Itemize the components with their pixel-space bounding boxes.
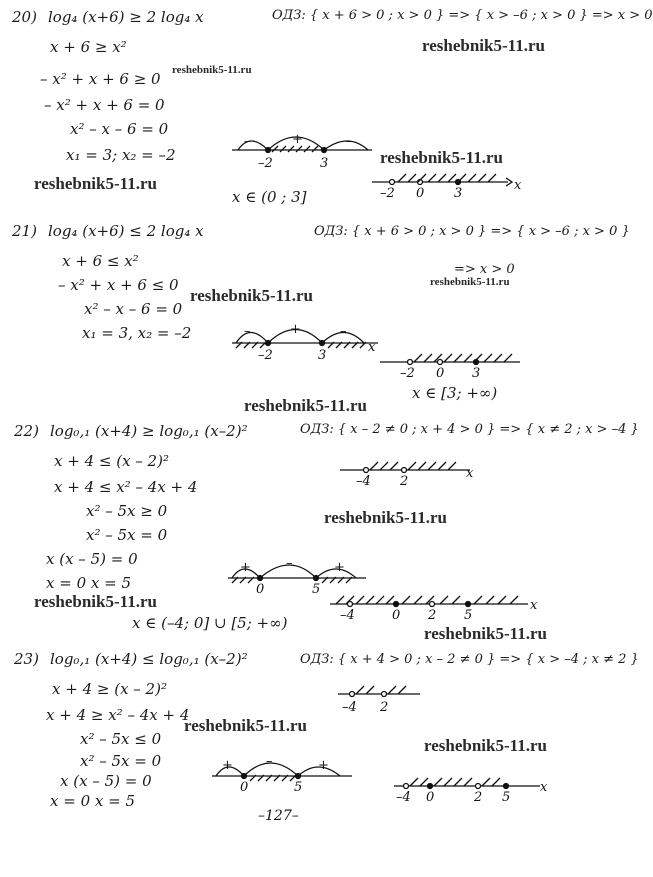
- signs-22-1: +: [240, 560, 251, 575]
- tick-23a-2: 5: [294, 780, 303, 795]
- problem-22-line-4: x² – 5x = 0: [86, 526, 168, 544]
- problem-21-line-1: x + 6 ≤ x²: [62, 252, 139, 270]
- watermark: reshebnik5-11.ru: [422, 36, 545, 55]
- signs-23-2: –: [266, 754, 273, 769]
- problem-23-line-6: x = 0 x = 5: [50, 792, 135, 810]
- tick-22b-3: 2: [428, 608, 437, 623]
- watermark: reshebnik5-11.ru: [244, 396, 367, 415]
- number-line-20b: [372, 174, 512, 186]
- number-line-23-odz: [338, 686, 420, 697]
- tick-22-odz-3: x: [466, 466, 474, 481]
- watermark: reshebnik5-11.ru: [430, 276, 510, 288]
- problem-22-header: 22): [14, 422, 39, 440]
- tick-23b-5: x: [540, 780, 548, 795]
- problem-23-line-4: x² – 5x = 0: [80, 752, 162, 770]
- watermark: reshebnik5-11.ru: [172, 64, 252, 76]
- tick-22b-1: –4: [340, 608, 355, 623]
- problem-22-line-5: x (x – 5) = 0: [46, 550, 138, 568]
- signs-21-3: –: [340, 324, 347, 339]
- problem-21-odz-result: => x > 0: [454, 262, 515, 277]
- tick-21b-3: 3: [472, 366, 481, 381]
- tick-23a-1: 0: [240, 780, 249, 795]
- problem-20-line-1: x + 6 ≥ x²: [50, 38, 127, 56]
- problem-23-line-3: x² – 5x ≤ 0: [80, 730, 162, 748]
- number-line-22b: [330, 596, 528, 607]
- watermark: reshebnik5-11.ru: [184, 716, 307, 735]
- number-line-23a: [212, 763, 352, 781]
- tick-21b-2: 0: [436, 366, 445, 381]
- problem-20-answer: x ∈ (0 ; 3]: [232, 188, 307, 206]
- problem-23-line-2: x + 4 ≥ x² – 4x + 4: [46, 706, 190, 724]
- signs-22-3: +: [334, 560, 345, 575]
- problem-23-line-5: x (x – 5) = 0: [60, 772, 152, 790]
- number-line-23b: [394, 778, 540, 789]
- tick-22b-4: 5: [464, 608, 473, 623]
- problem-21-line-2: – x² + x + 6 ≤ 0: [58, 276, 179, 294]
- problem-20-header: 20): [12, 8, 37, 26]
- tick-20b-1: –2: [380, 186, 395, 201]
- problem-23-odz: ОДЗ: { x + 4 > 0 ; x – 2 ≠ 0 } => { x > –4 ; x ≠ 2 }: [300, 652, 639, 667]
- tick-21a-3: x: [368, 340, 376, 355]
- tick-22a-1: 0: [256, 582, 265, 597]
- problem-20-line-3: – x² + x + 6 = 0: [44, 96, 165, 114]
- watermark: reshebnik5-11.ru: [380, 148, 503, 167]
- tick-23b-1: –4: [396, 790, 411, 805]
- problem-22-odz: ОДЗ: { x – 2 ≠ 0 ; x + 4 > 0 } => { x ≠ 2 ; x > –4 }: [300, 422, 639, 437]
- tick-22b-2: 0: [392, 608, 401, 623]
- watermark: reshebnik5-11.ru: [34, 592, 157, 611]
- signs-20-3: –: [346, 134, 353, 149]
- problem-21-line-3: x² – x – 6 = 0: [84, 300, 183, 318]
- tick-22-odz-1: –4: [356, 474, 371, 489]
- signs-22-2: –: [286, 556, 293, 571]
- problem-20-line-5: x₁ = 3; x₂ = –2: [66, 146, 176, 164]
- tick-21a-1: –2: [258, 348, 273, 363]
- problem-20-line-2: – x² + x + 6 ≥ 0: [40, 70, 161, 88]
- tick-22b-5: x: [530, 598, 538, 613]
- problem-23-header: 23): [14, 650, 39, 668]
- problem-22-line-3: x² – 5x ≥ 0: [86, 502, 168, 520]
- signs-20-1: –: [244, 134, 251, 149]
- tick-20b-2: 0: [416, 186, 425, 201]
- tick-22-odz-2: 2: [400, 474, 409, 489]
- signs-23-3: +: [318, 758, 329, 773]
- problem-21-header: 21): [12, 222, 37, 240]
- tick-22a-2: 5: [312, 582, 321, 597]
- problem-22-line-2: x + 4 ≤ x² – 4x + 4: [54, 478, 198, 496]
- number-line-21b: [380, 354, 520, 365]
- watermark: reshebnik5-11.ru: [324, 508, 447, 527]
- tick-23-odz-2: 2: [380, 700, 389, 715]
- tick-23-odz-1: –4: [342, 700, 357, 715]
- problem-21-line-4: x₁ = 3, x₂ = –2: [82, 324, 192, 342]
- problem-21-answer: x ∈ [3; +∞): [412, 384, 498, 402]
- tick-23b-4: 5: [502, 790, 511, 805]
- tick-20a-1: –2: [258, 156, 273, 171]
- tick-21b-1: –2: [400, 366, 415, 381]
- problem-22-line-6: x = 0 x = 5: [46, 574, 131, 592]
- watermark: reshebnik5-11.ru: [424, 736, 547, 755]
- tick-20a-2: 3: [320, 156, 329, 171]
- tick-20b-4: x: [514, 178, 522, 193]
- signs-23-1: +: [222, 758, 233, 773]
- problem-22-answer: x ∈ (–4; 0] ∪ [5; +∞): [132, 614, 288, 632]
- problem-20-line-4: x² – x – 6 = 0: [70, 120, 169, 138]
- number-line-21a: [232, 330, 378, 349]
- problem-20-odz: ОДЗ: { x + 6 > 0 ; x > 0 } => { x > –6 ; x > 0 } => x > 0: [272, 8, 653, 23]
- problem-21-equation: log₄ (x+6) ≤ 2 log₄ x: [48, 222, 204, 240]
- tick-21a-2: 3: [318, 348, 327, 363]
- problem-20-equation: log₄ (x+6) ≥ 2 log₄ x: [48, 8, 204, 26]
- problem-22-line-1: x + 4 ≤ (x – 2)²: [54, 452, 169, 470]
- signs-21-1: –: [244, 324, 251, 339]
- problem-23-line-1: x + 4 ≥ (x – 2)²: [52, 680, 167, 698]
- signs-21-2: +: [290, 322, 301, 337]
- tick-23b-2: 0: [426, 790, 435, 805]
- tick-23b-3: 2: [474, 790, 483, 805]
- problem-22-equation: log₀,₁ (x+4) ≥ log₀,₁ (x–2)²: [50, 422, 248, 440]
- tick-20b-3: 3: [454, 186, 463, 201]
- page-number: –127–: [258, 808, 299, 824]
- watermark: reshebnik5-11.ru: [424, 624, 547, 643]
- number-line-22-odz: [340, 462, 470, 473]
- problem-21-odz: ОДЗ: { x + 6 > 0 ; x > 0 } => { x > –6 ; x > 0 }: [314, 224, 630, 239]
- watermark: reshebnik5-11.ru: [190, 286, 313, 305]
- signs-20-2: +: [292, 132, 303, 147]
- watermark: reshebnik5-11.ru: [34, 174, 157, 193]
- problem-23-equation: log₀,₁ (x+4) ≤ log₀,₁ (x–2)²: [50, 650, 248, 668]
